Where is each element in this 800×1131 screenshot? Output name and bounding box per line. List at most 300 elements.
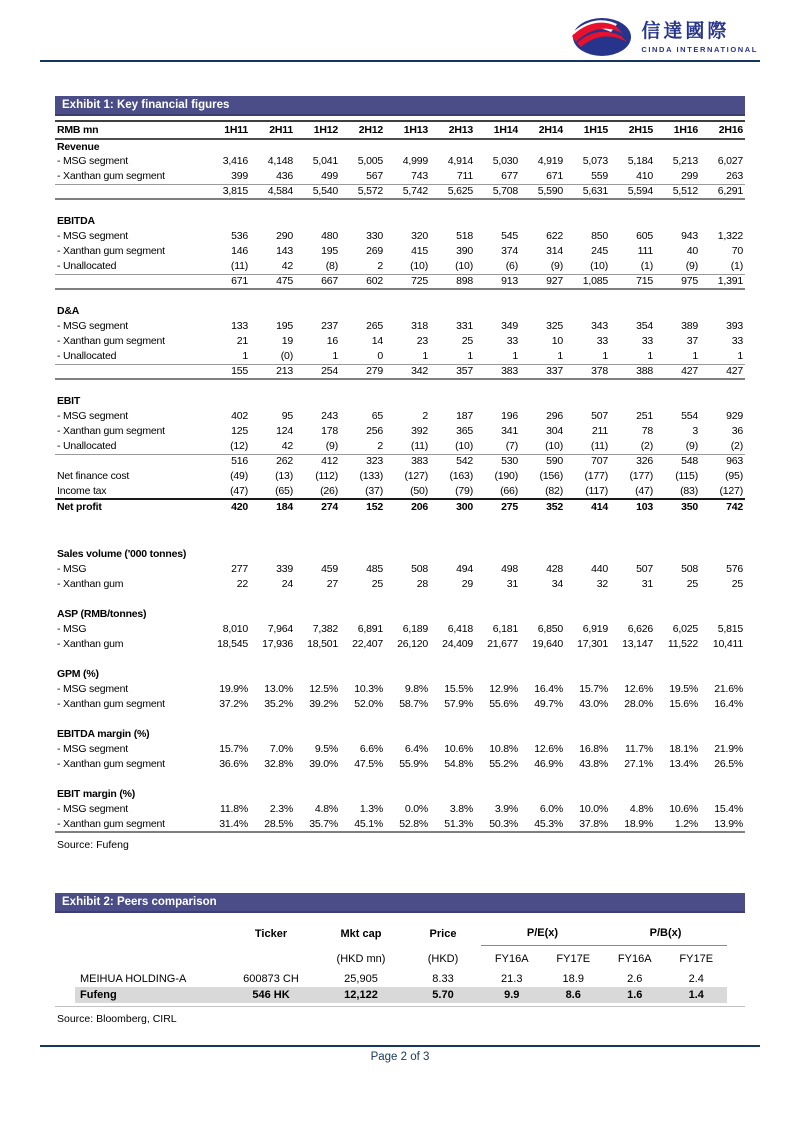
value-cell: (37) bbox=[365, 484, 383, 497]
value-cell: 9.5% bbox=[314, 743, 338, 755]
value-cell: 27 bbox=[326, 578, 338, 590]
peers-subheader: (HKD mn) bbox=[336, 953, 386, 965]
value-cell: 6,181 bbox=[492, 623, 518, 635]
peer-pb-fy17e: 1.4 bbox=[666, 987, 728, 1003]
value-cell bbox=[385, 667, 430, 682]
value-cell bbox=[340, 727, 385, 742]
value-cell: 365 bbox=[456, 425, 473, 437]
row-label: - Xanthan gum segment bbox=[57, 698, 165, 710]
spacer-row bbox=[55, 289, 745, 304]
value-cell bbox=[430, 667, 475, 682]
value-cell: 2 bbox=[340, 259, 385, 274]
value-cell: 18.1% bbox=[669, 743, 698, 755]
value-cell bbox=[565, 214, 610, 229]
value-cell bbox=[430, 214, 475, 229]
value-cell: 43.8% bbox=[579, 758, 608, 770]
value-cell: 5,625 bbox=[430, 184, 475, 199]
value-cell: 4,148 bbox=[267, 155, 293, 167]
table-row bbox=[55, 802, 745, 817]
value-cell: 427 bbox=[700, 364, 745, 379]
value-cell: 42 bbox=[250, 259, 295, 274]
value-cell bbox=[610, 727, 655, 742]
value-cell: 95 bbox=[281, 410, 293, 422]
value-cell: (26) bbox=[320, 484, 338, 497]
value-cell: 31 bbox=[506, 578, 518, 590]
value-cell: 6.0% bbox=[539, 803, 563, 815]
value-cell bbox=[700, 547, 745, 562]
value-cell bbox=[250, 607, 295, 622]
value-cell: 32 bbox=[596, 578, 608, 590]
value-cell: 622 bbox=[546, 230, 563, 242]
value-cell: 256 bbox=[366, 425, 383, 437]
value-cell bbox=[250, 394, 295, 409]
table-header-row bbox=[55, 121, 745, 139]
value-cell: 5,708 bbox=[475, 184, 520, 199]
value-cell: 211 bbox=[591, 425, 608, 437]
value-cell: 3,815 bbox=[205, 184, 250, 199]
value-cell bbox=[655, 667, 700, 682]
row-label: GPM (%) bbox=[57, 668, 99, 680]
value-cell: 314 bbox=[546, 245, 563, 257]
value-cell: 326 bbox=[636, 455, 653, 468]
row-label bbox=[55, 454, 205, 469]
value-cell: (115) bbox=[675, 470, 698, 482]
value-cell: 25 bbox=[731, 578, 743, 590]
value-cell: 711 bbox=[430, 169, 475, 184]
value-cell: 58.7% bbox=[399, 698, 428, 710]
value-cell: 0.0% bbox=[404, 803, 428, 815]
value-cell: 18.9% bbox=[610, 817, 655, 832]
value-cell: 11.8% bbox=[220, 803, 248, 815]
value-cell: 51.3% bbox=[430, 817, 475, 832]
value-cell bbox=[610, 547, 655, 562]
row-label bbox=[55, 274, 205, 289]
value-cell bbox=[565, 139, 610, 154]
value-cell: (49) bbox=[230, 470, 248, 482]
value-cell bbox=[250, 667, 295, 682]
value-cell: 19.5% bbox=[669, 683, 698, 695]
value-cell: 548 bbox=[681, 455, 698, 468]
value-cell: 31.4% bbox=[205, 817, 250, 832]
period-column-header: 2H15 bbox=[610, 121, 655, 139]
value-cell: 18,501 bbox=[307, 638, 338, 650]
value-cell: 677 bbox=[475, 169, 520, 184]
value-cell bbox=[520, 304, 565, 319]
value-cell: 554 bbox=[681, 410, 698, 422]
value-cell bbox=[250, 547, 295, 562]
exhibit2-title: Exhibit 2: Peers comparison bbox=[62, 896, 217, 908]
value-cell bbox=[565, 547, 610, 562]
value-cell: 15.5% bbox=[444, 683, 473, 695]
peer-pe-fy16a: 21.3 bbox=[501, 972, 523, 985]
value-cell: 195 bbox=[276, 320, 293, 332]
value-cell: 3 bbox=[692, 425, 698, 437]
period-column-header: 2H11 bbox=[250, 121, 295, 139]
logo-english-name: CINDA INTERNATIONAL bbox=[641, 44, 758, 54]
peers-subheader: FY16A bbox=[617, 953, 652, 965]
value-cell: 428 bbox=[546, 563, 563, 575]
value-cell bbox=[205, 727, 250, 742]
value-cell: 33 bbox=[506, 335, 518, 347]
exhibit2-title-bar bbox=[55, 893, 745, 913]
value-cell: 414 bbox=[565, 499, 610, 514]
value-cell: (112) bbox=[315, 470, 338, 482]
row-label: EBITDA bbox=[57, 215, 95, 227]
table-row bbox=[55, 637, 745, 652]
value-cell: 507 bbox=[636, 563, 653, 575]
peers-group-header bbox=[75, 923, 225, 945]
value-cell: (1) bbox=[700, 259, 745, 274]
value-cell bbox=[610, 607, 655, 622]
value-cell: 6.6% bbox=[359, 743, 383, 755]
value-cell: 383 bbox=[475, 364, 520, 379]
value-cell bbox=[205, 547, 250, 562]
value-cell bbox=[385, 727, 430, 742]
value-cell bbox=[475, 304, 520, 319]
value-cell bbox=[700, 214, 745, 229]
row-label bbox=[55, 184, 205, 199]
value-cell: 279 bbox=[340, 364, 385, 379]
value-cell: 13,147 bbox=[622, 638, 653, 650]
value-cell: 39.0% bbox=[309, 758, 338, 770]
value-cell: 15.4% bbox=[714, 803, 743, 815]
row-label: - Unallocated bbox=[55, 349, 205, 364]
value-cell: 40 bbox=[686, 245, 698, 257]
value-cell: 742 bbox=[700, 499, 745, 514]
value-cell bbox=[250, 139, 295, 154]
value-cell: 6,291 bbox=[700, 184, 745, 199]
table-row bbox=[55, 259, 745, 274]
value-cell: 23 bbox=[416, 335, 428, 347]
spacer-cell bbox=[55, 379, 745, 394]
row-label: - MSG segment bbox=[57, 683, 128, 695]
value-cell: (50) bbox=[410, 484, 428, 497]
table-row bbox=[55, 817, 745, 832]
value-cell bbox=[340, 139, 385, 154]
value-cell: 25 bbox=[371, 578, 383, 590]
value-cell: 21 bbox=[236, 335, 248, 347]
spacer-row bbox=[55, 712, 745, 727]
value-cell: 55.6% bbox=[489, 698, 518, 710]
value-cell: 357 bbox=[430, 364, 475, 379]
value-cell: 155 bbox=[205, 364, 250, 379]
row-label: - MSG bbox=[57, 623, 87, 635]
peers-group-header: P/B(x) bbox=[604, 923, 727, 945]
value-cell: 262 bbox=[276, 455, 293, 468]
value-cell bbox=[430, 304, 475, 319]
row-label: EBITDA margin (%) bbox=[57, 728, 150, 740]
value-cell: 37.2% bbox=[219, 698, 248, 710]
value-cell bbox=[205, 787, 250, 802]
value-cell: 17,936 bbox=[262, 638, 293, 650]
value-cell: 5,041 bbox=[312, 155, 338, 167]
value-cell: 343 bbox=[591, 320, 608, 332]
value-cell: 12.9% bbox=[489, 683, 518, 695]
peers-subheader: FY17E bbox=[679, 953, 714, 965]
value-cell: 530 bbox=[501, 455, 518, 468]
value-cell: 342 bbox=[385, 364, 430, 379]
exhibit2-section bbox=[55, 893, 745, 1025]
value-cell: 11.7% bbox=[625, 743, 653, 755]
period-column-header: 1H14 bbox=[475, 121, 520, 139]
row-label: - Xanthan gum segment bbox=[55, 817, 205, 832]
value-cell: 354 bbox=[636, 320, 653, 332]
value-cell: 10 bbox=[551, 335, 563, 347]
value-cell: (9) bbox=[520, 259, 565, 274]
period-column-header: 1H15 bbox=[565, 121, 610, 139]
value-cell: 265 bbox=[366, 320, 383, 332]
value-cell: (10) bbox=[565, 259, 610, 274]
value-cell bbox=[430, 547, 475, 562]
exhibit2-divider bbox=[55, 1006, 745, 1007]
value-cell: 18,545 bbox=[217, 638, 248, 650]
value-cell: 330 bbox=[366, 230, 383, 242]
key-financial-figures-table bbox=[55, 120, 745, 833]
value-cell: 17,301 bbox=[577, 638, 608, 650]
peer-pb-fy17e: 2.4 bbox=[688, 972, 704, 985]
value-cell: 415 bbox=[411, 245, 428, 257]
row-label: EBIT margin (%) bbox=[57, 788, 136, 800]
value-cell: 10.6% bbox=[669, 803, 698, 815]
value-cell: 929 bbox=[726, 410, 743, 422]
table-row bbox=[55, 304, 745, 319]
spacer-row bbox=[55, 592, 745, 607]
value-cell: (7) bbox=[475, 439, 520, 454]
value-cell: 518 bbox=[456, 230, 473, 242]
value-cell: 1 bbox=[700, 349, 745, 364]
value-cell: 1.2% bbox=[655, 817, 700, 832]
value-cell: 536 bbox=[231, 230, 248, 242]
value-cell: 52.8% bbox=[385, 817, 430, 832]
peer-pb-fy16a: 1.6 bbox=[604, 987, 666, 1003]
peers-subheader bbox=[75, 945, 225, 971]
peer-pe-fy17e: 8.6 bbox=[543, 987, 605, 1003]
value-cell bbox=[565, 787, 610, 802]
value-cell: 1 bbox=[565, 349, 610, 364]
value-cell: 29 bbox=[461, 578, 473, 590]
value-cell: 1,085 bbox=[565, 274, 610, 289]
value-cell: 412 bbox=[321, 455, 338, 468]
peer-price: 8.33 bbox=[432, 972, 454, 985]
peers-group-header: Mkt cap bbox=[340, 927, 382, 940]
value-cell: 494 bbox=[456, 563, 473, 575]
value-cell: 213 bbox=[250, 364, 295, 379]
row-label: - MSG segment bbox=[57, 743, 128, 755]
value-cell: 300 bbox=[430, 499, 475, 514]
value-cell: 45.3% bbox=[520, 817, 565, 832]
value-cell bbox=[475, 139, 520, 154]
value-cell: 33 bbox=[596, 335, 608, 347]
value-cell: 19 bbox=[281, 335, 293, 347]
value-cell bbox=[295, 727, 340, 742]
value-cell: 6,418 bbox=[447, 623, 473, 635]
value-cell: 5,572 bbox=[340, 184, 385, 199]
table-row bbox=[55, 727, 745, 742]
value-cell: (47) bbox=[635, 484, 653, 497]
value-cell: 28.5% bbox=[250, 817, 295, 832]
period-column-header: 2H12 bbox=[340, 121, 385, 139]
value-cell: 35.2% bbox=[264, 698, 293, 710]
value-cell: 671 bbox=[205, 274, 250, 289]
row-label: - MSG segment bbox=[57, 320, 128, 332]
value-cell: (65) bbox=[275, 484, 293, 497]
value-cell bbox=[700, 667, 745, 682]
value-cell bbox=[205, 214, 250, 229]
exhibit2-source: Source: Bloomberg, CIRL bbox=[57, 1013, 177, 1025]
value-cell: 3.8% bbox=[449, 803, 473, 815]
value-cell: 389 bbox=[681, 320, 698, 332]
peer-pb-fy16a: 2.6 bbox=[627, 972, 643, 985]
value-cell: 33 bbox=[641, 335, 653, 347]
value-cell: 10.8% bbox=[489, 743, 518, 755]
period-column-header: 1H11 bbox=[205, 121, 250, 139]
peers-group-header: Ticker bbox=[254, 927, 288, 940]
value-cell: 499 bbox=[295, 169, 340, 184]
value-cell: 6,891 bbox=[357, 623, 383, 635]
value-cell: 715 bbox=[610, 274, 655, 289]
value-cell: 1 bbox=[385, 349, 430, 364]
value-cell bbox=[205, 667, 250, 682]
row-label: - Xanthan gum segment bbox=[57, 245, 165, 257]
value-cell: 146 bbox=[231, 245, 248, 257]
value-cell: 567 bbox=[340, 169, 385, 184]
value-cell: 13.0% bbox=[264, 683, 293, 695]
value-cell: 187 bbox=[456, 410, 473, 422]
value-cell: 943 bbox=[681, 230, 698, 242]
spacer-row bbox=[55, 514, 745, 547]
row-label: - Xanthan gum bbox=[57, 578, 124, 590]
value-cell bbox=[700, 787, 745, 802]
value-cell bbox=[385, 787, 430, 802]
value-cell: 671 bbox=[520, 169, 565, 184]
value-cell: 602 bbox=[340, 274, 385, 289]
table-row bbox=[55, 184, 745, 199]
row-label bbox=[55, 364, 205, 379]
value-cell: 1 bbox=[205, 349, 250, 364]
value-cell: 3.9% bbox=[494, 803, 518, 815]
value-cell: 31 bbox=[641, 578, 653, 590]
value-cell bbox=[520, 139, 565, 154]
value-cell bbox=[340, 787, 385, 802]
value-cell: 37 bbox=[686, 335, 698, 347]
value-cell: (12) bbox=[205, 439, 250, 454]
value-cell: 16 bbox=[326, 335, 338, 347]
value-cell: 913 bbox=[475, 274, 520, 289]
value-cell: 10,411 bbox=[712, 638, 743, 650]
peer-pe-fy17e: 18.9 bbox=[562, 972, 584, 985]
table-row bbox=[55, 682, 745, 697]
table-row bbox=[55, 424, 745, 439]
row-label: Revenue bbox=[57, 140, 100, 153]
value-cell: 341 bbox=[501, 425, 518, 437]
value-cell: 10.6% bbox=[444, 743, 473, 755]
table-row bbox=[55, 562, 745, 577]
value-cell: 243 bbox=[321, 410, 338, 422]
value-cell: 5,594 bbox=[610, 184, 655, 199]
value-cell: 299 bbox=[655, 169, 700, 184]
value-cell bbox=[610, 394, 655, 409]
value-cell: 325 bbox=[546, 320, 563, 332]
peer-row bbox=[75, 971, 727, 987]
value-cell: 6,626 bbox=[627, 623, 653, 635]
value-cell: (127) bbox=[404, 470, 428, 482]
value-cell: 16.4% bbox=[714, 698, 743, 710]
value-cell: 927 bbox=[520, 274, 565, 289]
header-divider bbox=[40, 60, 760, 62]
value-cell: 21.9% bbox=[714, 743, 743, 755]
value-cell bbox=[475, 787, 520, 802]
value-cell bbox=[655, 547, 700, 562]
value-cell: 12.6% bbox=[624, 683, 653, 695]
value-cell: 263 bbox=[700, 169, 745, 184]
value-cell: 45.1% bbox=[340, 817, 385, 832]
row-label: - Xanthan gum segment bbox=[57, 425, 165, 437]
row-label: - Xanthan gum segment bbox=[55, 169, 205, 184]
value-cell: 667 bbox=[295, 274, 340, 289]
logo-chinese-name: 信達國際 bbox=[641, 20, 730, 42]
value-cell bbox=[385, 547, 430, 562]
row-label: Net profit bbox=[55, 499, 205, 514]
value-cell: 436 bbox=[250, 169, 295, 184]
value-cell bbox=[565, 667, 610, 682]
value-cell: 399 bbox=[205, 169, 250, 184]
value-cell bbox=[295, 214, 340, 229]
value-cell: 22 bbox=[236, 578, 248, 590]
value-cell bbox=[610, 304, 655, 319]
peers-group-header: Price bbox=[429, 927, 457, 940]
value-cell: 6,850 bbox=[537, 623, 563, 635]
value-cell bbox=[250, 214, 295, 229]
value-cell bbox=[655, 394, 700, 409]
value-cell bbox=[340, 214, 385, 229]
spacer-cell bbox=[55, 514, 745, 547]
value-cell: (177) bbox=[584, 470, 608, 482]
value-cell: 402 bbox=[231, 410, 248, 422]
row-label: - MSG bbox=[57, 563, 87, 575]
value-cell: 7.0% bbox=[269, 743, 293, 755]
table-row bbox=[55, 364, 745, 379]
value-cell: 10.0% bbox=[579, 803, 608, 815]
value-cell bbox=[655, 787, 700, 802]
value-cell: 304 bbox=[546, 425, 563, 437]
value-cell: 0 bbox=[340, 349, 385, 364]
value-cell bbox=[385, 139, 430, 154]
value-cell bbox=[520, 547, 565, 562]
table-row bbox=[55, 214, 745, 229]
peers-subheader: (HKD) bbox=[427, 953, 459, 965]
value-cell: 46.9% bbox=[534, 758, 563, 770]
value-cell: 392 bbox=[411, 425, 428, 437]
spacer-cell bbox=[55, 199, 745, 214]
value-cell bbox=[385, 394, 430, 409]
value-cell bbox=[520, 727, 565, 742]
value-cell: (9) bbox=[655, 259, 700, 274]
value-cell: 274 bbox=[295, 499, 340, 514]
value-cell: 388 bbox=[610, 364, 655, 379]
value-cell bbox=[655, 607, 700, 622]
value-cell: 3,416 bbox=[222, 155, 248, 167]
value-cell: 178 bbox=[321, 425, 338, 437]
value-cell: (10) bbox=[385, 259, 430, 274]
spacer-cell bbox=[55, 712, 745, 727]
value-cell: 275 bbox=[475, 499, 520, 514]
value-cell: 350 bbox=[655, 499, 700, 514]
value-cell: 21,677 bbox=[487, 638, 518, 650]
value-cell bbox=[295, 787, 340, 802]
value-cell: 4.8% bbox=[629, 803, 653, 815]
value-cell: 195 bbox=[321, 245, 338, 257]
value-cell bbox=[385, 304, 430, 319]
